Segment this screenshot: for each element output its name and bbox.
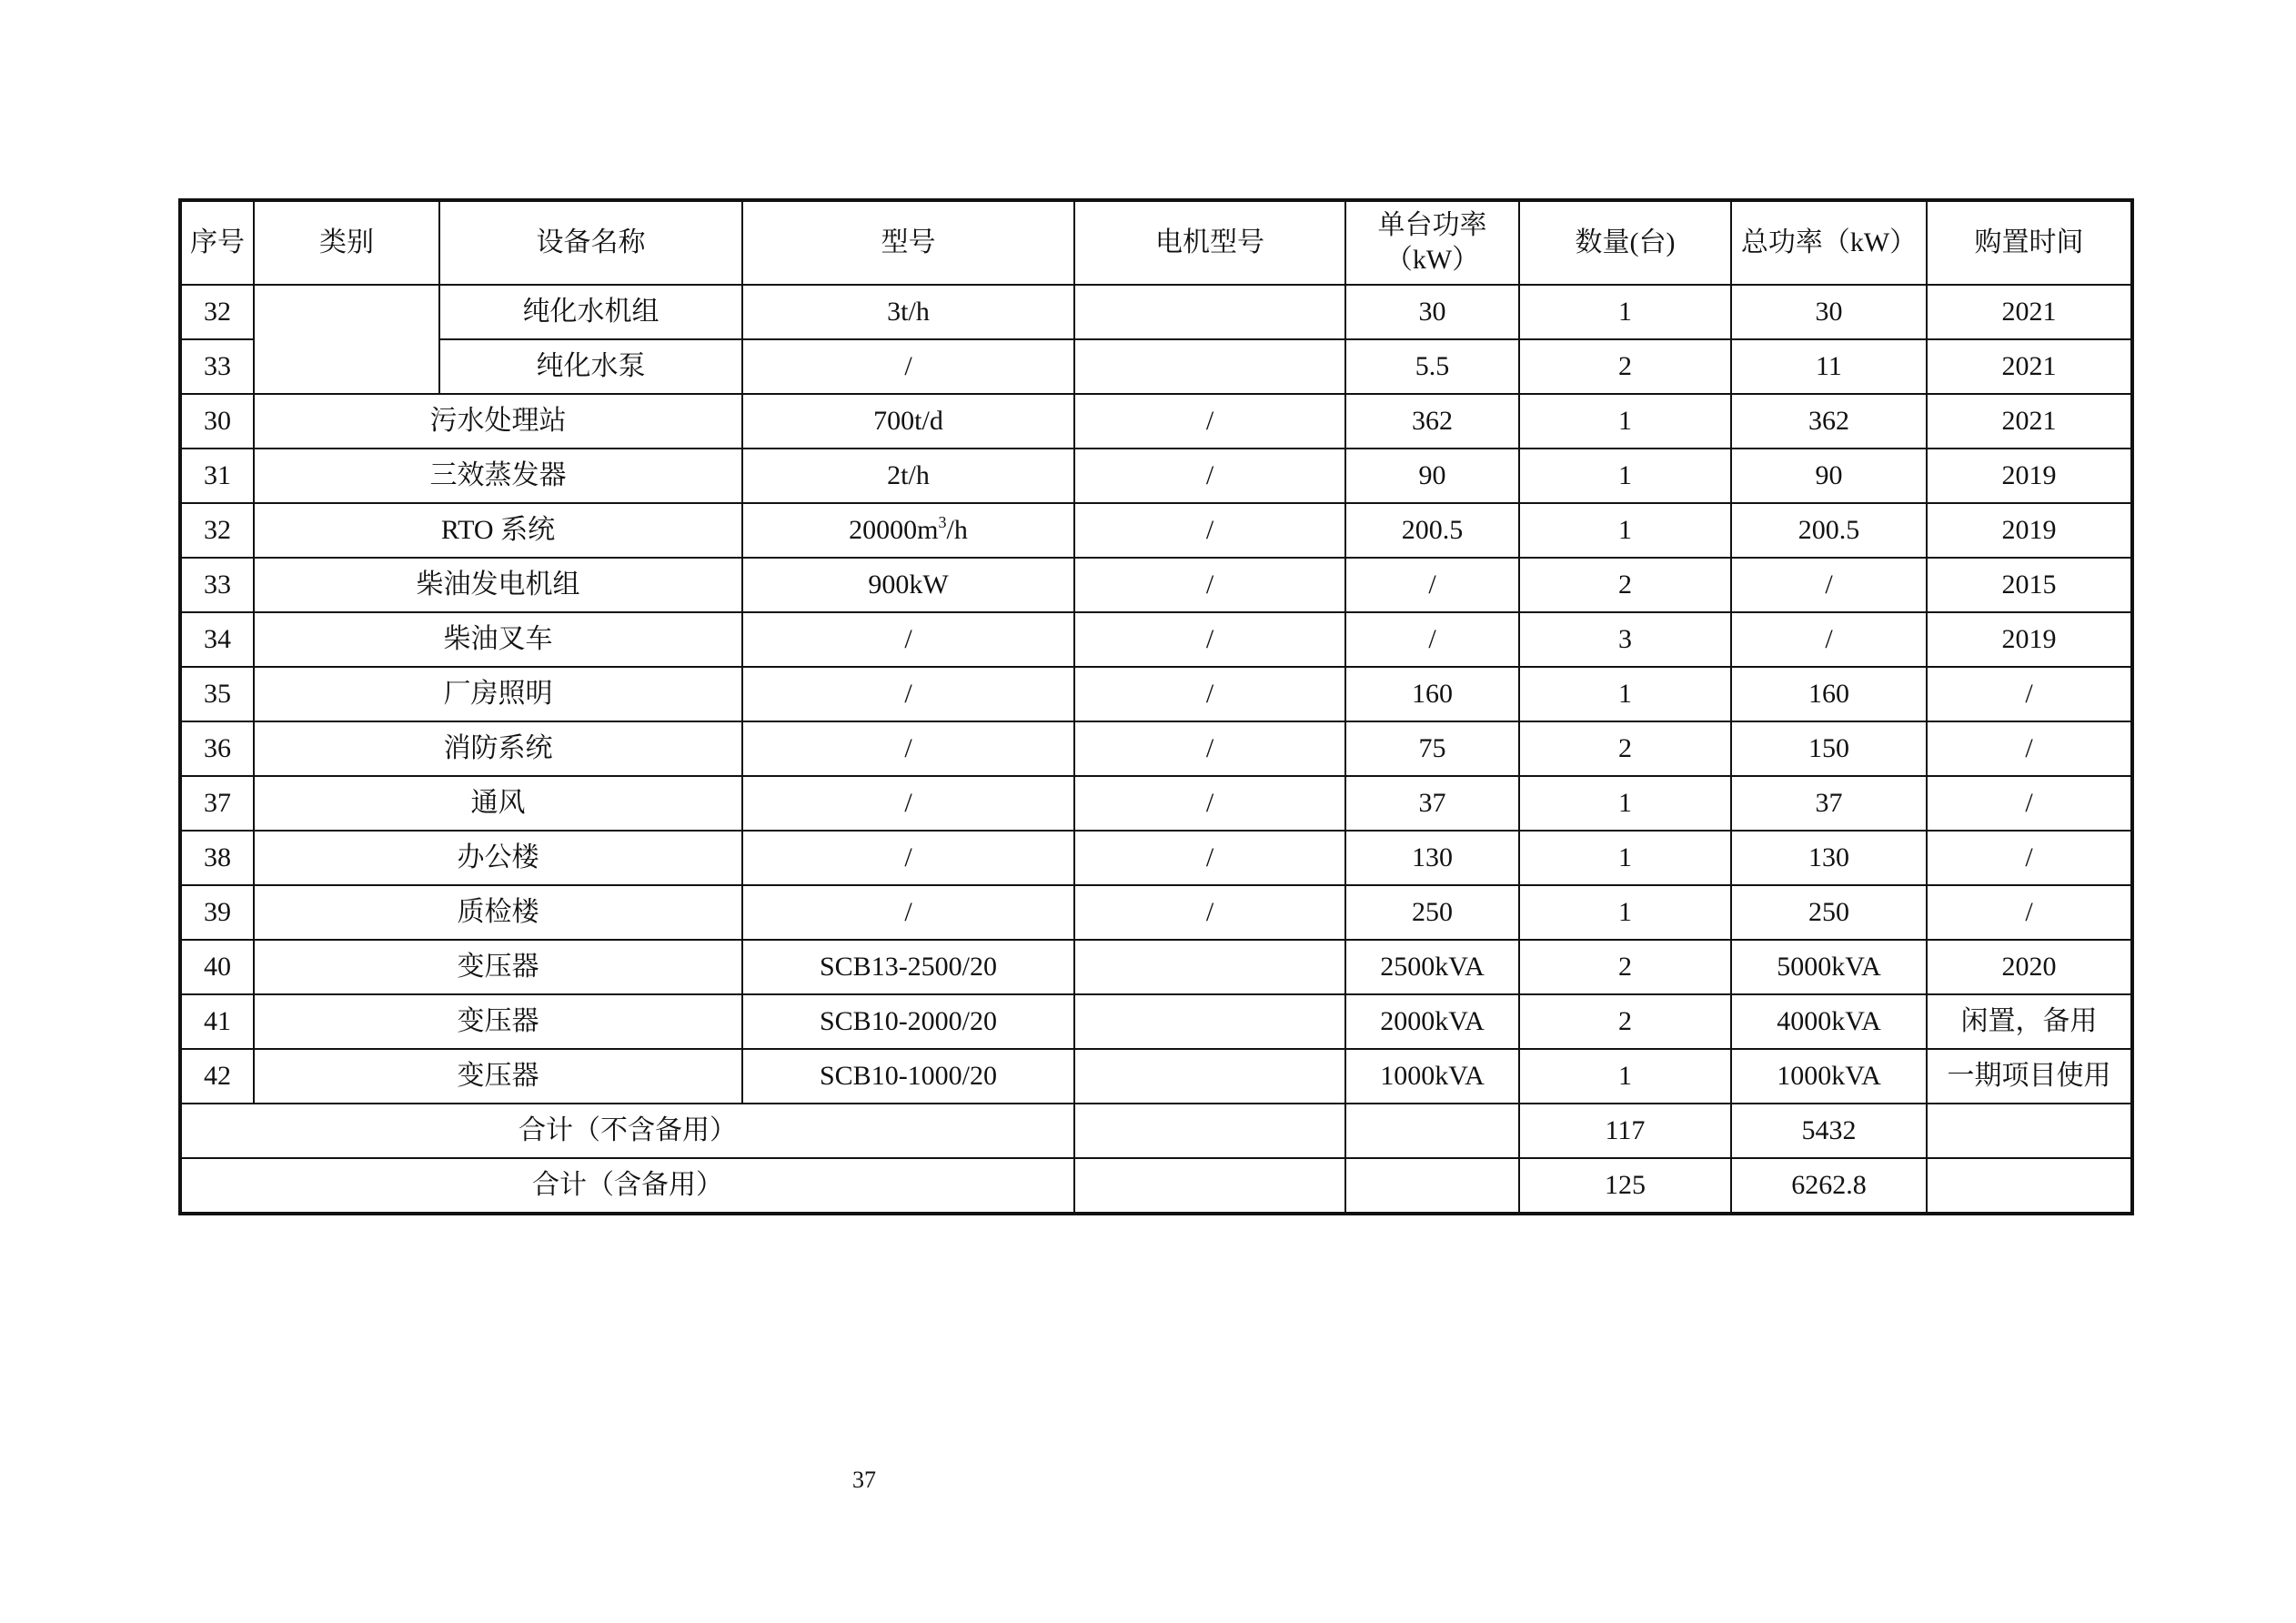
total-power: 5432 — [1731, 1104, 1927, 1158]
total-power: 6262.8 — [1731, 1158, 1927, 1214]
cell-purchase-time: / — [1927, 885, 2132, 940]
cell-name: 纯化水机组 — [439, 285, 742, 339]
cell-seq: 35 — [180, 667, 254, 721]
cell-quantity: 1 — [1519, 285, 1731, 339]
cell-seq: 30 — [180, 394, 254, 449]
total-unit-power — [1345, 1104, 1519, 1158]
cell-unit-power: / — [1345, 612, 1519, 667]
cell-total-power: 11 — [1731, 339, 1927, 394]
cell-total-power: 160 — [1731, 667, 1927, 721]
cell-name: 变压器 — [254, 1049, 742, 1104]
total-row-excluding-spare — [180, 1104, 2132, 1158]
cell-seq: 41 — [180, 994, 254, 1049]
cell-total-power: / — [1731, 612, 1927, 667]
cell-seq: 38 — [180, 831, 254, 885]
cell-total-power: 362 — [1731, 394, 1927, 449]
cell-model-superscript: 3 — [938, 513, 947, 531]
cell-seq: 33 — [180, 558, 254, 612]
header-category: 类别 — [254, 200, 439, 285]
header-motor-model: 电机型号 — [1074, 200, 1345, 285]
cell-quantity: 1 — [1519, 885, 1731, 940]
cell-model: SCB10-1000/20 — [742, 1049, 1074, 1104]
total-purchase-time — [1927, 1158, 2132, 1214]
cell-motor-model: / — [1074, 721, 1345, 776]
cell-unit-power: 37 — [1345, 776, 1519, 831]
equipment-table — [178, 198, 2134, 1215]
cell-total-power: / — [1731, 558, 1927, 612]
cell-quantity: 3 — [1519, 612, 1731, 667]
cell-motor-model: / — [1074, 667, 1345, 721]
cell-model: / — [742, 612, 1074, 667]
cell-quantity: 1 — [1519, 503, 1731, 558]
cell-seq: 39 — [180, 885, 254, 940]
cell-unit-power: / — [1345, 558, 1519, 612]
table-row — [180, 721, 2132, 776]
cell-seq: 32 — [180, 503, 254, 558]
cell-motor-model: / — [1074, 394, 1345, 449]
cell-motor-model: / — [1074, 831, 1345, 885]
cell-seq: 36 — [180, 721, 254, 776]
cell-name: 污水处理站 — [254, 394, 742, 449]
cell-category — [254, 285, 439, 394]
cell-model: 700t/d — [742, 394, 1074, 449]
total-row-including-spare — [180, 1158, 2132, 1214]
cell-model: 3t/h — [742, 285, 1074, 339]
header-quantity: 数量(台) — [1519, 200, 1731, 285]
total-label: 合计（不含备用） — [180, 1104, 1074, 1158]
cell-name: 纯化水泵 — [439, 339, 742, 394]
cell-name: 办公楼 — [254, 831, 742, 885]
cell-motor-model — [1074, 994, 1345, 1049]
cell-purchase-time: / — [1927, 776, 2132, 831]
cell-unit-power: 90 — [1345, 449, 1519, 503]
cell-unit-power: 75 — [1345, 721, 1519, 776]
cell-model: / — [742, 339, 1074, 394]
total-motor-model — [1074, 1104, 1345, 1158]
cell-name: 柴油叉车 — [254, 612, 742, 667]
header-unit-power — [1345, 200, 1519, 285]
total-quantity: 117 — [1519, 1104, 1731, 1158]
cell-quantity: 2 — [1519, 721, 1731, 776]
table-row — [180, 940, 2132, 994]
cell-name: 变压器 — [254, 994, 742, 1049]
cell-purchase-time: 2021 — [1927, 394, 2132, 449]
cell-name: RTO 系统 — [254, 503, 742, 558]
cell-motor-model: / — [1074, 776, 1345, 831]
cell-purchase-time: 2019 — [1927, 449, 2132, 503]
table-row — [180, 831, 2132, 885]
cell-seq: 37 — [180, 776, 254, 831]
cell-model-suffix: /h — [946, 515, 968, 545]
cell-total-power: 200.5 — [1731, 503, 1927, 558]
cell-purchase-time: 2019 — [1927, 503, 2132, 558]
cell-name: 通风 — [254, 776, 742, 831]
cell-quantity: 1 — [1519, 831, 1731, 885]
cell-unit-power: 30 — [1345, 285, 1519, 339]
cell-model: / — [742, 721, 1074, 776]
cell-motor-model: / — [1074, 503, 1345, 558]
total-purchase-time — [1927, 1104, 2132, 1158]
table-row — [180, 667, 2132, 721]
cell-total-power: 30 — [1731, 285, 1927, 339]
cell-motor-model: / — [1074, 612, 1345, 667]
cell-purchase-time: / — [1927, 831, 2132, 885]
cell-seq: 31 — [180, 449, 254, 503]
cell-purchase-time: 2020 — [1927, 940, 2132, 994]
cell-quantity: 1 — [1519, 1049, 1731, 1104]
header-unit-power-line2: （kW） — [1385, 245, 1480, 275]
cell-purchase-time: 2019 — [1927, 612, 2132, 667]
cell-purchase-time: / — [1927, 721, 2132, 776]
cell-quantity: 2 — [1519, 339, 1731, 394]
cell-motor-model: / — [1074, 885, 1345, 940]
cell-quantity: 1 — [1519, 776, 1731, 831]
cell-quantity: 2 — [1519, 994, 1731, 1049]
cell-seq: 33 — [180, 339, 254, 394]
total-quantity: 125 — [1519, 1158, 1731, 1214]
page-number: 37 — [852, 1467, 876, 1493]
cell-purchase-time: 2015 — [1927, 558, 2132, 612]
cell-name: 变压器 — [254, 940, 742, 994]
table-row — [180, 285, 2132, 339]
cell-model-base: 20000m — [849, 515, 939, 545]
cell-total-power: 130 — [1731, 831, 1927, 885]
cell-unit-power: 250 — [1345, 885, 1519, 940]
cell-total-power: 250 — [1731, 885, 1927, 940]
cell-name: 厂房照明 — [254, 667, 742, 721]
cell-purchase-time: 闲置，备用 — [1927, 994, 2132, 1049]
cell-quantity: 1 — [1519, 394, 1731, 449]
table-row — [180, 339, 2132, 394]
cell-total-power: 5000kVA — [1731, 940, 1927, 994]
cell-total-power: 150 — [1731, 721, 1927, 776]
cell-model — [742, 503, 1074, 558]
header-model: 型号 — [742, 200, 1074, 285]
cell-model: / — [742, 667, 1074, 721]
table-row — [180, 394, 2132, 449]
cell-purchase-time: 2021 — [1927, 285, 2132, 339]
table-row — [180, 558, 2132, 612]
cell-seq: 40 — [180, 940, 254, 994]
cell-model: SCB10-2000/20 — [742, 994, 1074, 1049]
cell-quantity: 2 — [1519, 940, 1731, 994]
cell-quantity: 2 — [1519, 558, 1731, 612]
header-row — [180, 200, 2132, 285]
cell-total-power: 37 — [1731, 776, 1927, 831]
cell-total-power: 90 — [1731, 449, 1927, 503]
cell-purchase-time: / — [1927, 667, 2132, 721]
header-name: 设备名称 — [439, 200, 742, 285]
cell-total-power: 1000kVA — [1731, 1049, 1927, 1104]
cell-model: / — [742, 885, 1074, 940]
cell-quantity: 1 — [1519, 667, 1731, 721]
header-total-power: 总功率（kW） — [1731, 200, 1927, 285]
cell-name: 柴油发电机组 — [254, 558, 742, 612]
table-row — [180, 1049, 2132, 1104]
cell-unit-power: 2500kVA — [1345, 940, 1519, 994]
header-unit-power-line1: 单台功率 — [1377, 210, 1487, 240]
table-row — [180, 612, 2132, 667]
cell-unit-power: 362 — [1345, 394, 1519, 449]
table-row — [180, 449, 2132, 503]
cell-motor-model: / — [1074, 558, 1345, 612]
cell-purchase-time: 2021 — [1927, 339, 2132, 394]
table-row — [180, 994, 2132, 1049]
cell-unit-power: 1000kVA — [1345, 1049, 1519, 1104]
total-label: 合计（含备用） — [180, 1158, 1074, 1214]
cell-purchase-time: 一期项目使用 — [1927, 1049, 2132, 1104]
table-row — [180, 503, 2132, 558]
cell-seq: 42 — [180, 1049, 254, 1104]
cell-motor-model — [1074, 940, 1345, 994]
cell-unit-power: 2000kVA — [1345, 994, 1519, 1049]
header-seq: 序号 — [180, 200, 254, 285]
cell-quantity: 1 — [1519, 449, 1731, 503]
cell-unit-power: 200.5 — [1345, 503, 1519, 558]
cell-seq: 34 — [180, 612, 254, 667]
total-unit-power — [1345, 1158, 1519, 1214]
cell-unit-power: 130 — [1345, 831, 1519, 885]
cell-model: 2t/h — [742, 449, 1074, 503]
cell-motor-model — [1074, 1049, 1345, 1104]
cell-motor-model — [1074, 339, 1345, 394]
cell-name: 消防系统 — [254, 721, 742, 776]
table-row — [180, 885, 2132, 940]
cell-name: 三效蒸发器 — [254, 449, 742, 503]
cell-motor-model: / — [1074, 449, 1345, 503]
table-row — [180, 776, 2132, 831]
cell-seq: 32 — [180, 285, 254, 339]
cell-name: 质检楼 — [254, 885, 742, 940]
cell-model: 900kW — [742, 558, 1074, 612]
cell-model: / — [742, 776, 1074, 831]
cell-model: / — [742, 831, 1074, 885]
cell-motor-model — [1074, 285, 1345, 339]
cell-unit-power: 160 — [1345, 667, 1519, 721]
cell-unit-power: 5.5 — [1345, 339, 1519, 394]
total-motor-model — [1074, 1158, 1345, 1214]
cell-model: SCB13-2500/20 — [742, 940, 1074, 994]
cell-total-power: 4000kVA — [1731, 994, 1927, 1049]
header-purchase-time: 购置时间 — [1927, 200, 2132, 285]
